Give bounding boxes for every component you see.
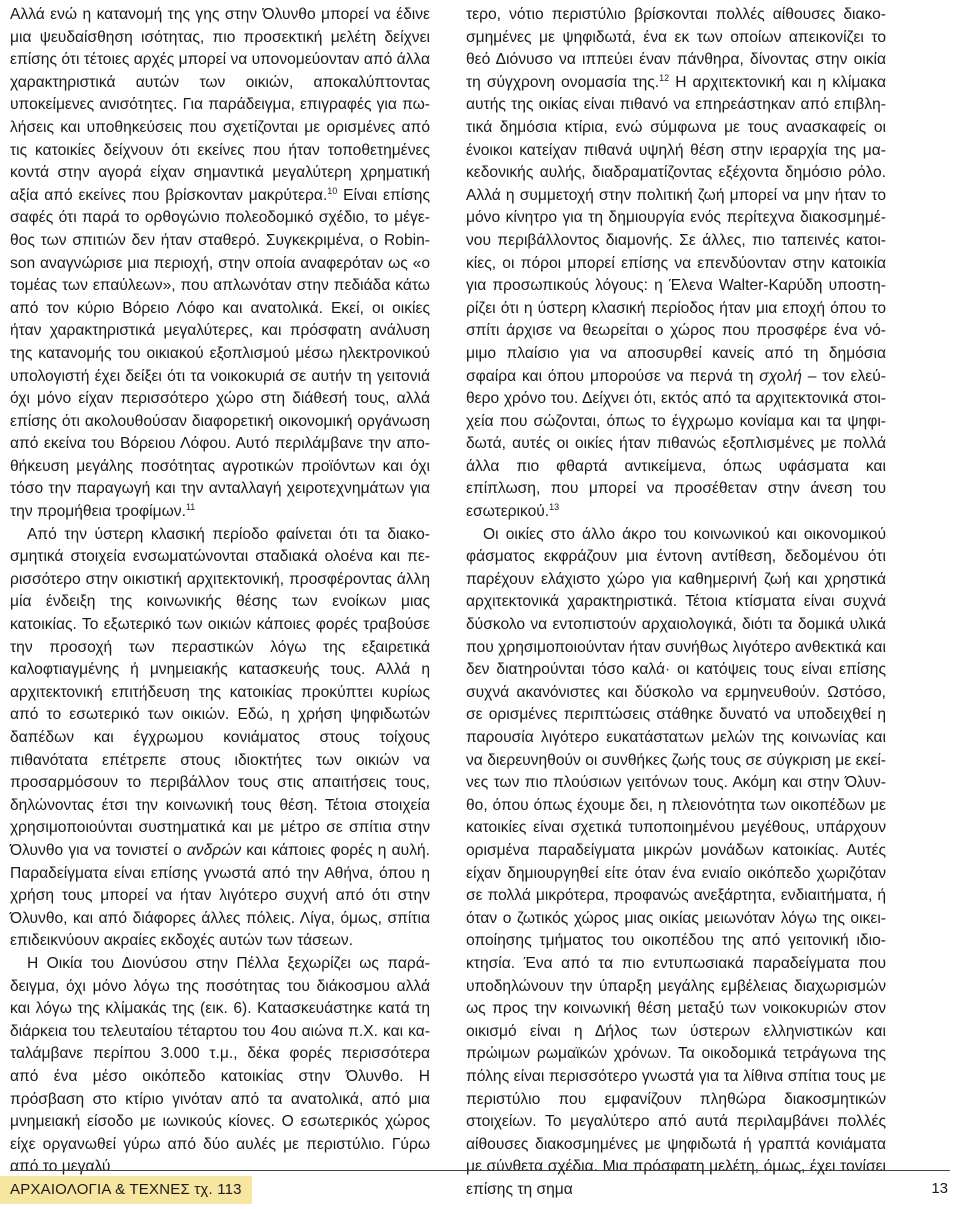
paragraph: Από την ύστερη κλασική περίοδο φαίνεται ότι τα διακοσμητικά στοιχεία ενσωματώνονται σταδιακά ολοένα και περισσότερο στην οικιστική αρχιτεκτονική, προσφέροντας άλλη μία ένδειξη της κοινωνικής θέσης των ενοίκων μιας κατοικίας. Το εξωτερικό των οικιών κάποιες φορές τραβούσε την προσοχή των περαστικών λόγω της εξαιρετικά καλοφτιαγμένης ή μνημειακής κατασκευής τους. Αλλά η αρχιτεκτονική επιτήδευση της κατοικίας προκύπτει κυρίως από το εσωτερικό των οικιών. Εδώ, η χρήση ψηφιδωτών δαπέδων και έγχρωμου κονιάματος στους τοίχους πιθανότατα επέτρεπε στους ιδιοκτήτες των οικιών να προσαρμόσουν το περιβάλλον τους στις απαιτήσεις τους, δηλώνοντας έτσι την κοινωνική τους θέση. Τέτοια στοιχεία χρησιμοποιούνται συστηματικά και με μέτρο σε σπίτια στην Όλυνθο για να τονιστεί ο ανδρών και κάποιες φορές η αυλή. Παραδείγματα είναι επίσης γνωστά από την Αθήνα, όπου η χρήση τους μπορεί να ήταν λιγότερο συχνή από ότι στην Όλυνθο, και από διάφορες άλλες πόλεις. Λίγα, όμως, σπίτια επιδεικνύουν ακραίες εκδοχές αυτών των τάσεων. bbox=[10, 525, 430, 950]
footnote-ref: 12 bbox=[659, 72, 670, 83]
paragraph: Η Οικία του Διονύσου στην Πέλλα ξεχωρίζει ως παράδειγμα, όχι μόνο λόγω της ποσότητας του διάκοσμου αλλά και λόγω της κλίμακάς της (εικ. 6). Κατασκευάστηκε κατά τη διάρκεια του τελευταίου τέταρτου του 4ου αιώνα π.Χ. και καταλάμβανε περίπου 3.000 τ.μ., δέκα φορές περισσότερα από ένα μέσο οικόπεδο κατοικίας στην Όλυνθο. Η πρόσβαση στο κτίριο γινόταν από τα ανατολικά, από μια μνημειακή είσοδο με ιωνικούς κίονες. Ο εσωτερικός χώρος είχε οργανωθεί γύρω από δύο αυλές με περιστύλιο. Γύρω από το μεγαλύ bbox=[10, 954, 430, 1176]
left-column bbox=[10, 4, 430, 1179]
paragraph: Οι οικίες στο άλλο άκρο του κοινωνικού και οικονομικού φάσματος εκφράζουν μια έντονη αντίθεση, δεδομένου ότι παρέχουν ελάχιστο χώρο για καθημερινή ζωή και χρηστικά αρχιτεκτονικά χαρακτηριστικά. Τέτοια κτίσματα είναι συχνά δύσκολο να εντοπιστούν αρχαιολογικά, διότι τα δομικά υλικά που χρησιμοποιούνταν ήταν συνήθως λιγότερο ανθεκτικά και δεν διατηρούνται τόσο καλά· οι κατόψεις τους είναι επίσης συχνά ακανόνιστες και δύσκολο να ερμηνευθούν. Ωστόσο, σε ορισμένες περιπτώσεις στάθηκε δυνατό να υποδειχθεί η παρουσία λιγότερο ευκατάστατων μελών της κοινωνίας και να διερευνηθούν οι συνθήκες ζωής τους σε σύγκριση με εκείνες των πιο πλούσιων γειτόνων τους. Ακόμη και στην Όλυνθο, όπου όπως έχουμε δει, η πλειονότητα των οικοπέδων με κατοικίες είναι σχετικά τυποποιημένου μεγέθους, υπάρχουν ορισμένα παραδείγματα μικρών μονάδων κατοικίας. Αυτές είχαν δημιουργηθεί είτε όταν ένα ενιαίο οικόπεδο χωριζόταν σε πολλά μικρότερα, προφανώς ανεξάρτητα, ενδιαιτήματα, ή όταν ο ζωτικός χώρος μιας οικίας μειωνόταν λόγω της οικειοποίησης τμήματος του οικοπέδου της από γειτονική ιδιοκτησία. Ένα από τα πιο εντυπωσιακά παραδείγματα που υποδηλώνουν την ύπαρξη μεγάλης εμβέλειας διαχωρισμών ως προς την κοινωνική θέση μεταξύ των νοικοκυριών στον οικισμό είναι η Δήλος των ύστερων ελληνιστικών και πρώιμων ρωμαϊκών χρόνων. Τα οικοδομικά τετράγωνα της πόλης είναι περισσότερο γνωστά για τα λίθινα σπίτια τους με περιστύλιο που εμφανίζουν πληθώρα διακοσμητικών στοιχείων. Το μεγαλύτερο από αυτά περιλαμβάνει πολλές αίθουσες διακοσμημένες με ψηφιδωτά ή γραπτά κονιάματα με σύνθετα σχέδια. Μια πρόσφατη μελέτη, όμως, έχει τονίσει επίσης τη σημα bbox=[466, 525, 886, 1198]
page-footer bbox=[0, 1170, 960, 1206]
footnote-ref: 11 bbox=[185, 502, 196, 513]
journal-badge: ΑΡΧΑΙΟΛΟΓΙΑ & ΤΕΧΝΕΣ τχ. 113 bbox=[0, 1176, 252, 1204]
footnote-ref: 10 bbox=[327, 185, 338, 196]
page-number: 13 bbox=[931, 1180, 948, 1197]
paragraph: τερο, νότιο περιστύλιο βρίσκονται πολλές αίθουσες διακοσμημένες με ψηφιδωτά, ένα εκ των οποίων απεικονίζει το θεό Διόνυσο να ιππεύει έναν πάνθηρα, δίνοντας στην οικία τη σύγχρονη ονομασία της.$^{12}$ Η αρχιτεκτονική και η κλίμακα αυτής της οικίας είναι πιθανό να επηρεάστηκαν από επιβλητικά δημόσια κτίρια, ενώ σύμφωνα με τους ανασκαφείς οι ένοικοι κατείχαν πιθανά υψηλή θέση στην ιεραρχία της μακεδονικής αυλής, διαδραματίζοντας εξέχοντα δημόσιο ρόλο. Αλλά η συμμετοχή στην πολιτική ζωή μπορεί να μην ήταν το μόνο κίνητρο για τη δημιουργία ενός περίτεχνα διακοσμημένου περιβάλλοντος διαμονής. Σε άλλες, πιο ταπεινές κατοικίες, οι πόροι μπορεί επίσης να επενδύονταν στην κατοικία για προσωπικούς λόγους: η Έλενα Walter-Καρύδη υποστηρίζει ότι η ύστερη κλασική περίοδος ήταν μια εποχή όπου το σπίτι άρχισε να θεωρείται ο χώρος που προσφέρε ένα νόμιμο πλαίσιο για να αποσυρθεί κανείς από τη δημόσια σφαίρα και όπου μπορούσε να περνά τη σχολή – τον ελεύθερο χρόνο του. Δείχνει ότι, εκτός από τα αρχιτεκτονικά στοιχεία που σώζονται, όπως το έγχρωμο κονίαμα και τα ψηφιδωτά, αυτές οι οικίες ήταν πιθανώς εξοπλισμένες με πολλά άλλα πιο φθαρτά αντικείμενα, όπως υφάσματα και επίπλωση, που μπορεί να προσέθεταν στην άνεση του εσωτερικού.$^{13}$ bbox=[466, 6, 886, 521]
footnote-ref: 13 bbox=[549, 502, 560, 513]
right-column bbox=[466, 4, 886, 1201]
italic-term: ανδρών bbox=[186, 841, 242, 859]
italic-term: σχολή bbox=[759, 367, 802, 385]
footer-divider bbox=[10, 1170, 950, 1171]
paragraph: Αλλά ενώ η κατανομή της γης στην Όλυνθο μπορεί να έδινε μια ψευδαίσθηση ισότητας, πιο προσεκτική μελέτη δείχνει επίσης ότι τέτοιες αρχές μπορεί να υπονομεύονταν από άλλα χαρακτηριστικά αυτών των οικιών, αποκαλύπτοντας υποκείμενες ανισότητες. Για παράδειγμα, επιγραφές για πωλήσεις και υποθηκεύσεις που σχετίζονται με ορισμένες από τις κατοικίες δείχνουν ότι εκείνες που ήταν τοποθετημένες κοντά στην αγορά είχαν σημαντικά μεγαλύτερη χρηματική αξία από εκείνες που βρίσκονταν μακρύτερα.$^{10}$ Είναι επίσης σαφές ότι παρά το ορθογώνιο πολεοδομικό σχέδιο, το μέγεθος των σπιτιών δεν ήταν σταθερό. Συγκεκριμένα, ο Robinson αναγνώρισε μια περιοχή, στην οποία αναφερόταν ως «ο τομέας των επαύλεων», που απλωνόταν στην πεδιάδα κάτω από τον κύριο Βόρειο Λόφο και ανατολικά. Εκεί, οι οικίες ήταν χαρακτηριστικά μεγαλύτερες, και πρόσφατη ανάλυση της κατανομής του οικιακού εξοπλισμού μέσω ηλεκτρονικού υπολογιστή έχει δείξει ότι τα νοικοκυριά σε αυτήν τη γειτονιά όχι μόνο είχαν περισσότερο χώρο στη διάθεσή τους, αλλά επίσης ότι ακολουθούσαν διαφορετική οικονομική οργάνωση από εκείνα του Βόρειου Λόφου. Αυτό περιλάμβανε την αποθήκευση μεγάλης ποσότητας αγροτικών προϊόντων και όχι τόσο την παραγωγή και την ανταλλαγή χειροτεχνημάτων για την προμήθεια τροφίμων.$^{11}$ bbox=[10, 6, 430, 521]
